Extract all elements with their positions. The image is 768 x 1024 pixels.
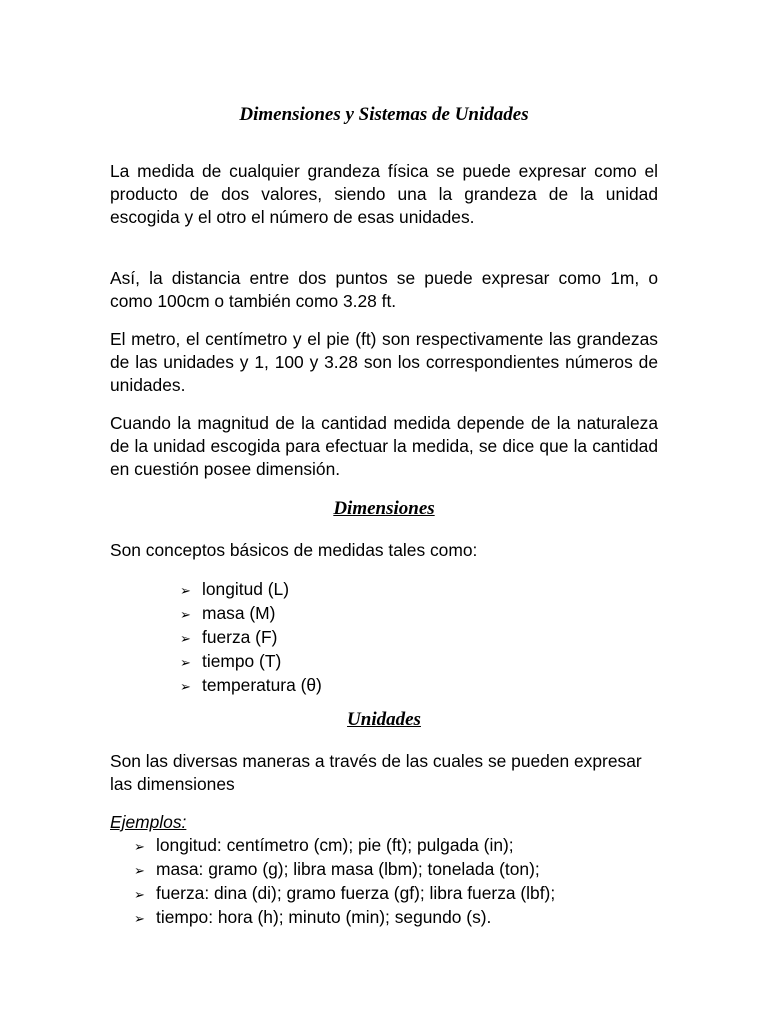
examples-label: Ejemplos: (110, 812, 187, 832)
list-item: ➢ fuerza: dina (di); gramo fuerza (gf); libra fuerza (lbf); (134, 882, 555, 906)
section-heading-unidades: Unidades (347, 709, 421, 730)
arrow-bullet-icon: ➢ (180, 679, 191, 694)
arrow-bullet-icon: ➢ (134, 887, 145, 902)
examples-list (134, 834, 555, 930)
list-item: ➢ tiempo (T) (180, 650, 322, 674)
list-item: ➢ longitud: centímetro (cm); pie (ft); pulgada (in); (134, 834, 555, 858)
arrow-bullet-icon: ➢ (180, 655, 191, 670)
dimensiones-list (180, 578, 322, 698)
section-heading-dimensiones: Dimensiones (333, 498, 435, 519)
dimensiones-intro: Son conceptos básicos de medidas tales como: (110, 540, 478, 560)
paragraph-1: La medida de cualquier grandeza física se puede expresar como el producto de dos valores, siendo una la grandeza de la unidad escogida y el otro el número de esas unidades. (110, 161, 658, 228)
page-title: Dimensiones y Sistemas de Unidades (239, 104, 529, 125)
arrow-bullet-icon: ➢ (134, 911, 145, 926)
paragraph-3: El metro, el centímetro y el pie (ft) son respectivamente las grandezas de las unidades y 1, 100 y 3.28 son los correspondientes números de unidades. (110, 329, 658, 396)
arrow-bullet-icon: ➢ (134, 863, 145, 878)
list-item: ➢ temperatura (θ) (180, 674, 322, 698)
list-item: ➢ tiempo: hora (h); minuto (min); segundo (s). (134, 906, 555, 930)
list-item: ➢ masa: gramo (g); libra masa (lbm); tonelada (ton); (134, 858, 555, 882)
paragraph-2: Así, la distancia entre dos puntos se puede expresar como 1m, o como 100cm o también como 3.28 ft. (110, 268, 658, 312)
unidades-intro: Son las diversas maneras a través de las cuales se pueden expresar las dimensiones (110, 751, 642, 795)
arrow-bullet-icon: ➢ (180, 607, 191, 622)
list-item: ➢ longitud (L) (180, 578, 322, 602)
arrow-bullet-icon: ➢ (134, 839, 145, 854)
arrow-bullet-icon: ➢ (180, 583, 191, 598)
list-item: ➢ fuerza (F) (180, 626, 322, 650)
list-item: ➢ masa (M) (180, 602, 322, 626)
paragraph-4: Cuando la magnitud de la cantidad medida depende de la naturaleza de la unidad escogida para efectuar la medida, se dice que la cantidad en cuestión posee dimensión. (110, 413, 658, 480)
arrow-bullet-icon: ➢ (180, 631, 191, 646)
